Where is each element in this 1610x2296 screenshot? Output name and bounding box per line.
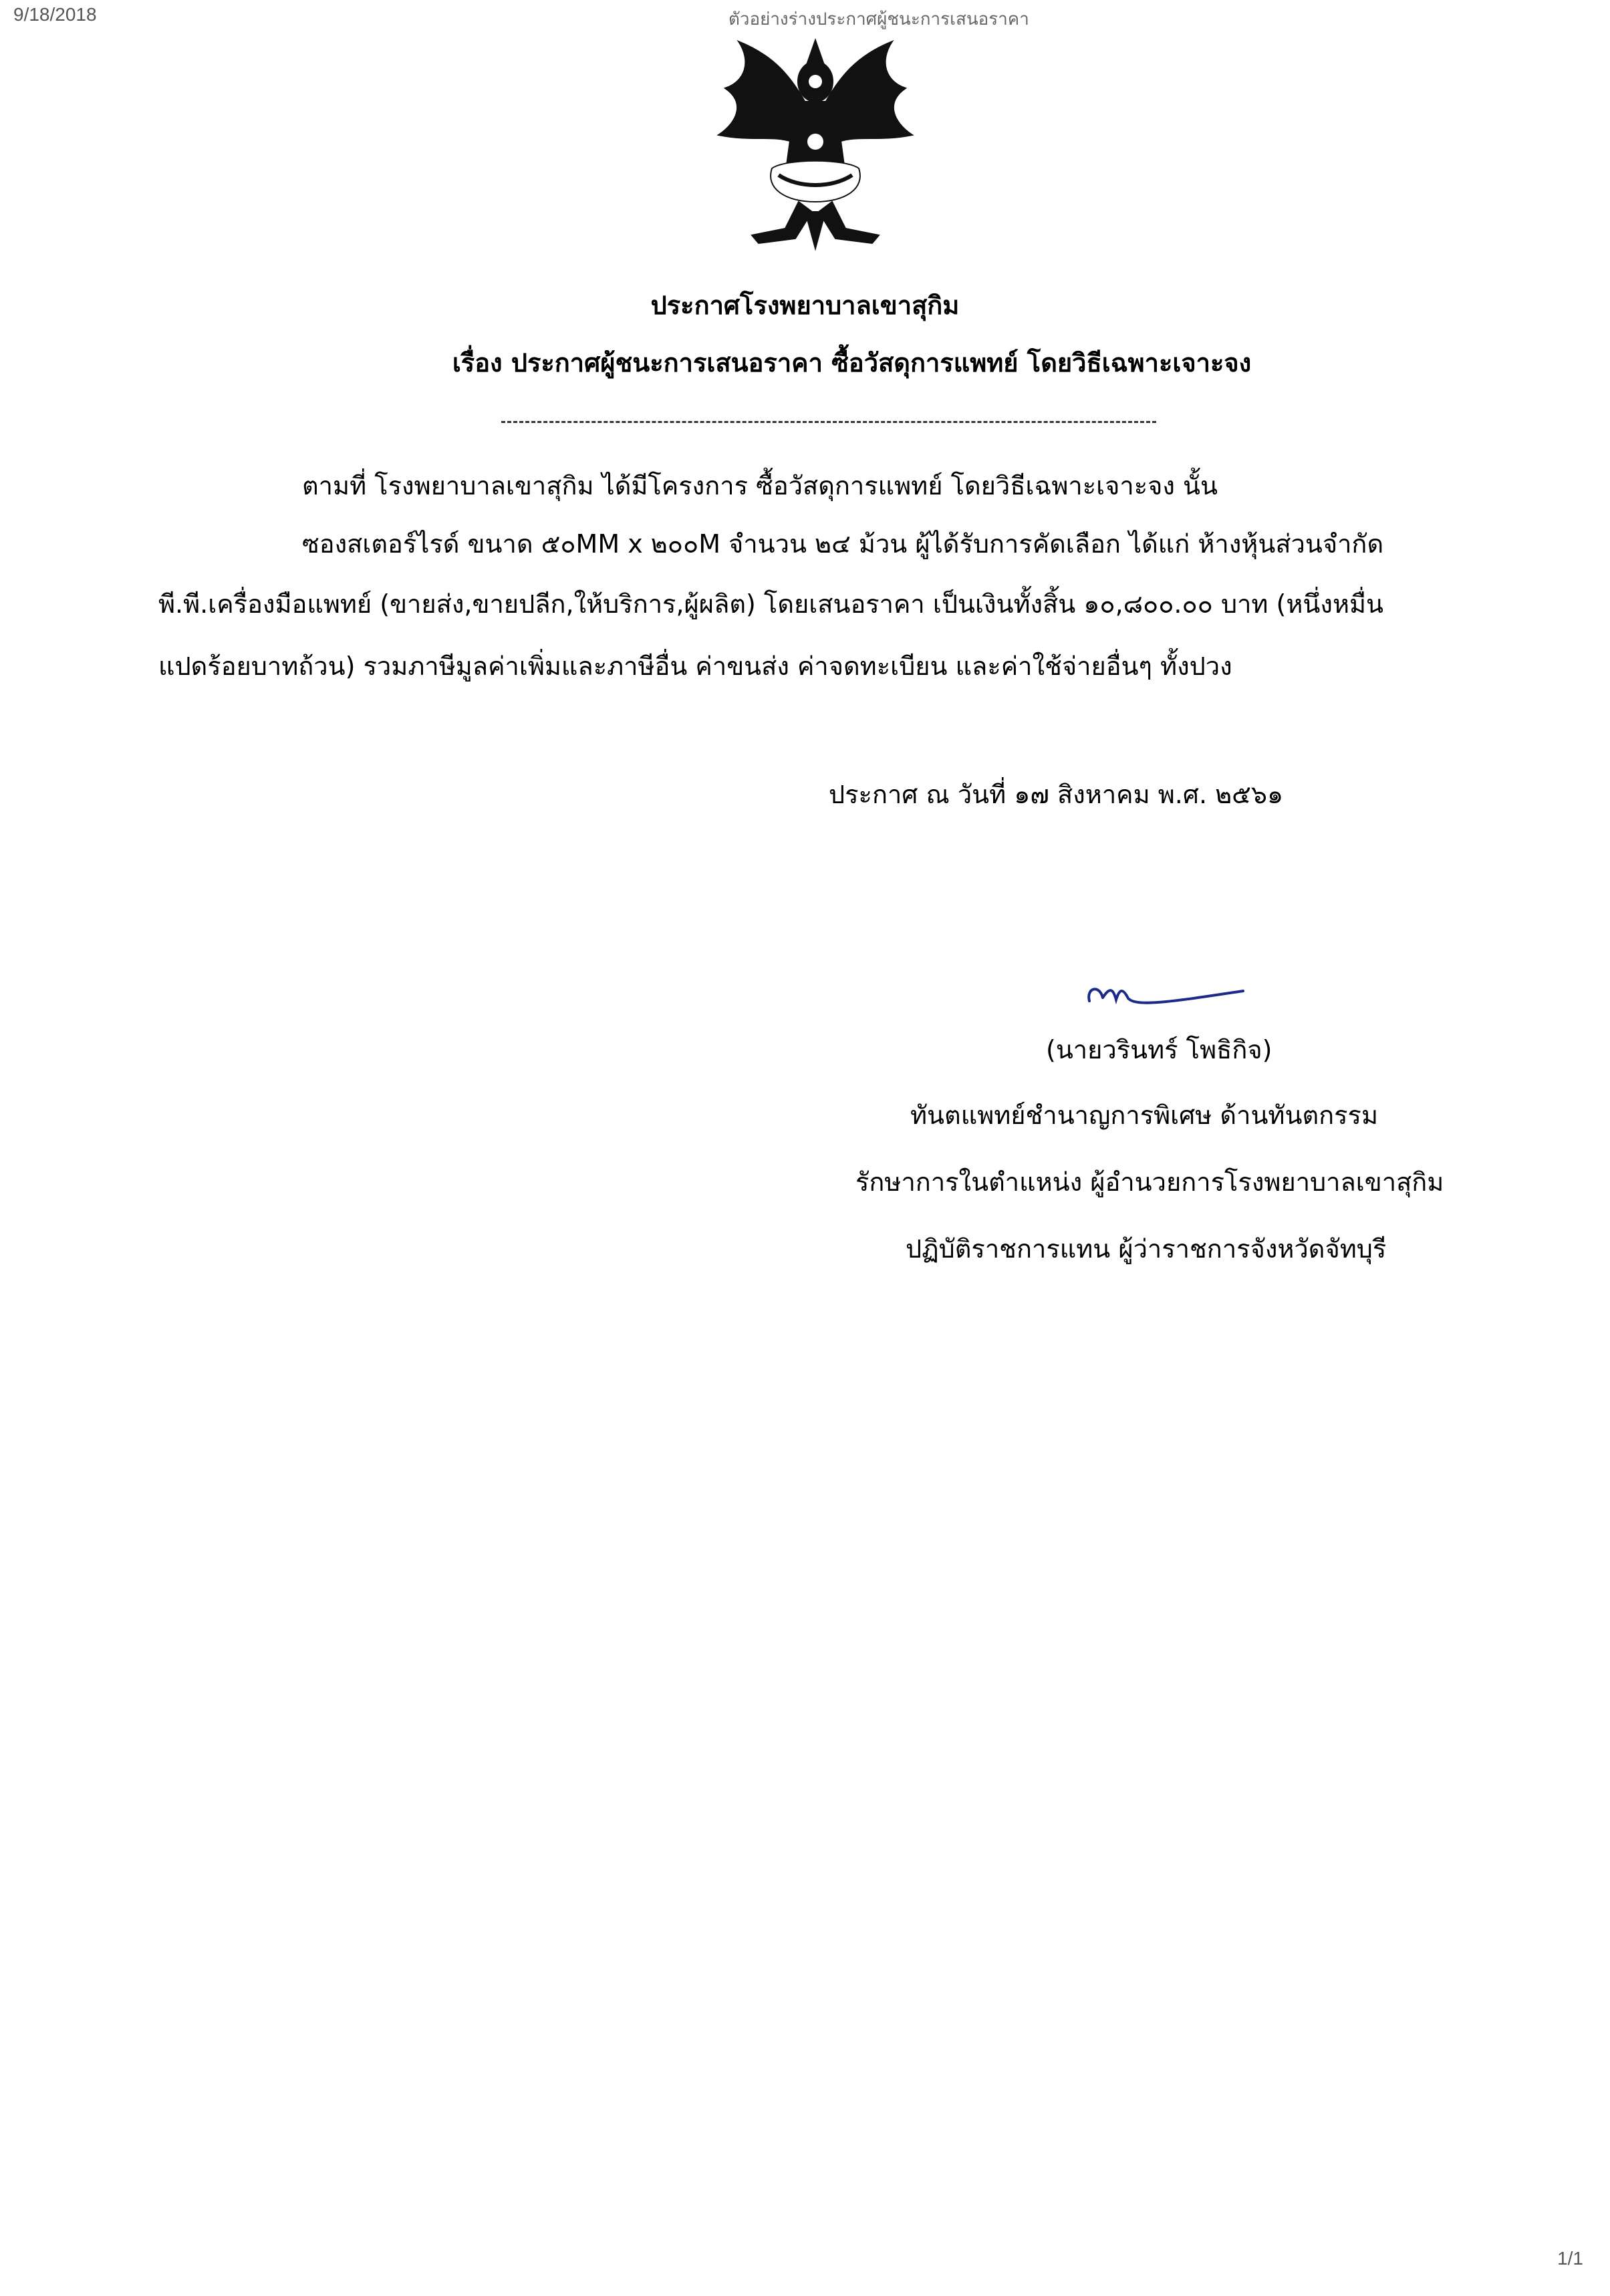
announcement-subject: เรื่อง ประกาศผู้ชนะการเสนอราคา ซื้อวัสดุการแพทย์ โดยวิธีเฉพาะเจาะจง (452, 348, 1252, 378)
signer-position-3: ปฏิบัติราชการแทน ผู้ว่าราชการจังหวัดจัทบุรี (906, 1234, 1387, 1264)
signer-position-1: ทันตแพทย์ชำนาญการพิเศษ ด้านทันตกรรม (910, 1101, 1378, 1130)
print-page-title: ตัวอย่างร่างประกาศผู้ชนะการเสนอราคา (728, 9, 1029, 29)
handwritten-signature (1083, 981, 1250, 1021)
announcement-title: ประกาศโรงพยาบาลเขาสุกิม (650, 291, 960, 320)
signer-position-2: รักษาการในตำแหน่ง ผู้อำนวยการโรงพยาบาลเขาสุกิม (855, 1167, 1444, 1197)
body-line-1: ตามที่ โรงพยาบาลเขาสุกิม ได้มีโครงการ ซื้อวัสดุการแพทย์ โดยวิธีเฉพาะเจาะจง นั้น (302, 471, 1218, 500)
body-line-3: พี.พี.เครื่องมือแพทย์ (ขายส่ง,ขายปลีก,ให้บริการ,ผู้ผลิต) โดยเสนอราคา เป็นเงินทั้งสิ้น ๑๐,๘๐๐.๐๐ บาท (หนึ่งหมื่น (158, 589, 1384, 619)
body-line-4: แปดร้อยบาทถ้วน) รวมภาษีมูลค่าเพิ่มและภาษีอื่น ค่าขนส่ง ค่าจดทะเบียน และค่าใช้จ่ายอื่นๆ ทั้งปวง (158, 652, 1232, 681)
page-number: 1/1 (1557, 2248, 1583, 2269)
garuda-emblem-icon (712, 35, 919, 255)
signer-name: (นายวรินทร์ โพธิกิจ) (1046, 1035, 1272, 1064)
announcement-date: ประกาศ ณ วันที่ ๑๗ สิงหาคม พ.ศ. ๒๕๖๑ (829, 780, 1284, 809)
body-line-2: ซองสเตอร์ไรด์ ขนาด ๕๐MM x ๒๐๐M จำนวน ๒๔ ม้วน ผู้ได้รับการคัดเลือก ได้แก่ ห้างหุ้นส่วนจำกัด (302, 529, 1384, 559)
title-divider (501, 421, 1156, 423)
print-date: 9/18/2018 (13, 4, 97, 25)
